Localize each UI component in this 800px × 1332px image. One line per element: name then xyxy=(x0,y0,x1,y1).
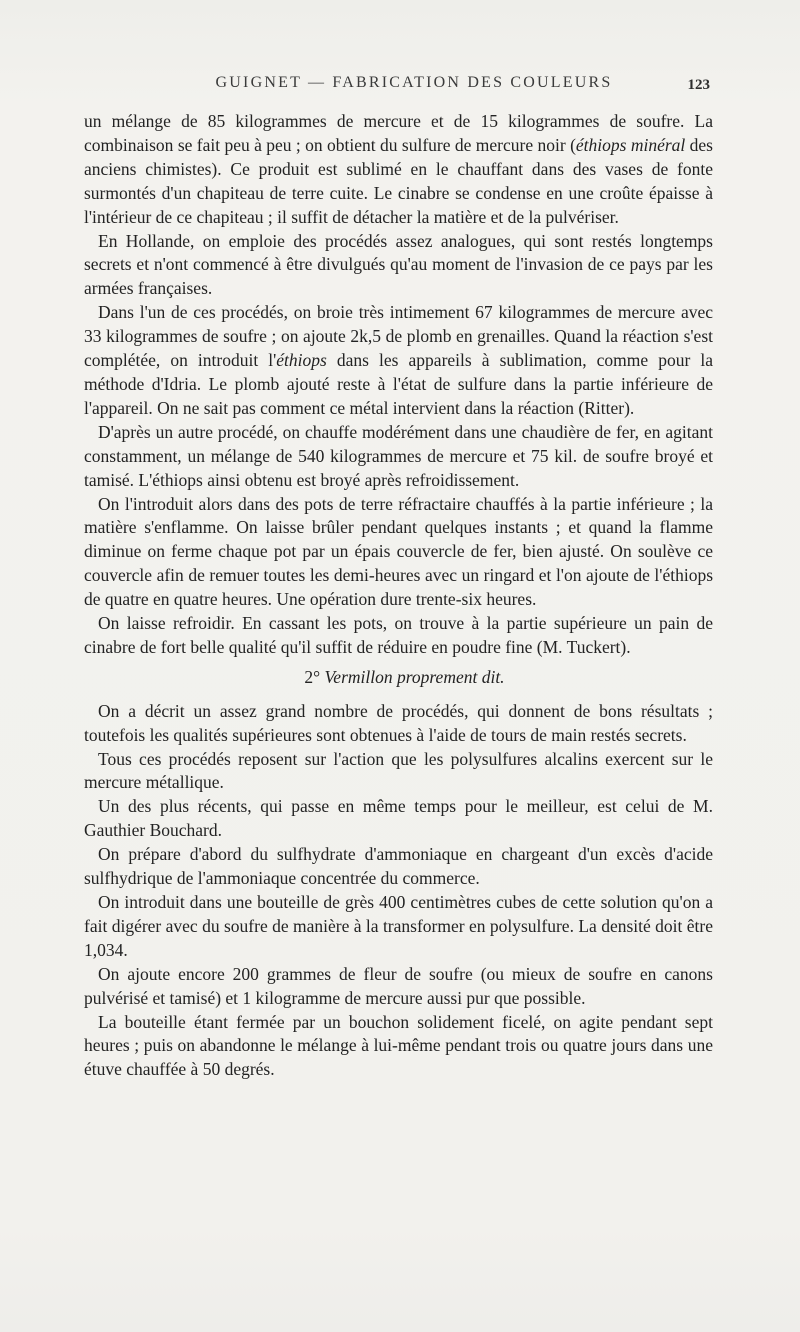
paragraph-text: un mélange de 85 kilogrammes de mercure et de 15 kilogrammes de soufre. La combinaison se fait peu à peu ; on obtient du sulfure de mercure noir ( xyxy=(84,111,713,155)
paragraph-text: On a décrit un assez grand nombre de procédés, qui donnent de bons résultats ; toutefois les qualités supérieures sont obtenues à l'aide de tours de main restés secrets. xyxy=(84,700,713,745)
paragraph-text: On laisse refroidir. En cassant les pots, on trouve à la partie supérieure un pain de cinabre de fort belle qualité qu'il suffit de réduire en poudre fine (M. Tuckert). xyxy=(84,613,713,657)
paragraph xyxy=(84,963,713,1011)
paragraph-text: Un des plus récents, qui passe en même temps pour le meilleur, est celui de M. Gauthier Bouchard. xyxy=(84,796,713,841)
section-title: Vermillon proprement dit. xyxy=(324,666,505,687)
paragraph-text: On introduit dans une bouteille de grès 400 centimètres cubes de cette solution qu'on a fait digérer avec du soufre de manière à la transformer en polysulfure. La densité doit être 1,034. xyxy=(84,892,713,960)
paragraph-text: dans les appareils à sublimation, comme pour la méthode d'Idria. Le plomb ajouté reste à l'état de sulfure dans la partie inférieure de l'appareil. On ne sait pas comment ce métal intervient dans la réaction (Ritter). xyxy=(84,350,713,418)
paragraph xyxy=(84,110,713,230)
paragraphs-after-section xyxy=(84,700,713,1083)
paragraph xyxy=(84,748,713,796)
paragraph xyxy=(84,493,713,613)
paragraph-text: On l'introduit alors dans des pots de terre réfractaire chauffés à la partie inférieure ; la matière s'enflamme. On laisse brûler pendant quelques instants ; et quand la flamme diminue on ferme chaque pot par un épais couvercle de fer, bien ajusté. On soulève ce couvercle afin de remuer toutes les demi-heures avec un ringard et l'on ajoute de l'éthiops de quatre en quatre heures. Une opération dure trente-six heures. xyxy=(84,493,713,610)
paragraph xyxy=(84,612,713,660)
paragraph-text: La bouteille étant fermée par un bouchon solidement ficelé, on agite pendant sept heures ; puis on abandonne le mélange à lui-même pendant trois ou quatre jours dans une étuve chauffée à 50 degrés. xyxy=(84,1011,713,1080)
paragraph xyxy=(84,795,713,843)
italic-text: éthiops minéral xyxy=(575,134,686,155)
paragraph-text: On prépare d'abord du sulfhydrate d'ammoniaque en chargeant d'un excès d'acide sulfhydrique de l'ammoniaque concentrée du commerce. xyxy=(84,844,713,889)
paragraph-text: En Hollande, on emploie des procédés assez analogues, qui sont restés longtemps secrets et n'ont commencé à être divulgués qu'au moment de l'invasion de ce pays par les armées françaises. xyxy=(84,230,713,299)
paragraph xyxy=(84,301,713,421)
paragraphs-before-section xyxy=(84,110,713,660)
paragraph-text: Tous ces procédés reposent sur l'action que les polysulfures alcalins exercent sur le mercure métallique. xyxy=(84,748,713,793)
paragraph xyxy=(84,843,713,891)
paragraph-text: Dans l'un de ces procédés, on broie très intimement 67 kilogrammes de mercure avec 33 kilogrammes de soufre ; on ajoute 2k,5 de plomb en grenailles. Quand la réaction s'est complétée, on introduit l' xyxy=(84,302,713,371)
italic-text: éthiops xyxy=(276,350,327,371)
paragraph xyxy=(84,230,713,302)
paragraph xyxy=(84,421,713,493)
paragraph-text: On ajoute encore 200 grammes de fleur de soufre (ou mieux de soufre en canons pulvérisé et tamisé) et 1 kilogramme de mercure aussi pur que possible. xyxy=(84,963,713,1008)
paragraph-text: des anciens chimistes). Ce produit est sublimé en le chauffant dans des vases de fonte surmontés d'un chapiteau de terre cuite. Le cinabre se condense en une croûte épaisse à l'intérieur de ce chapiteau ; il suffit de détacher la matière et de la pulvériser. xyxy=(84,134,713,227)
running-head xyxy=(162,74,710,100)
paragraph xyxy=(84,700,713,748)
section-heading xyxy=(84,666,713,690)
page-number: 123 xyxy=(687,77,710,93)
paragraph xyxy=(84,891,713,963)
section-number: 2° xyxy=(304,666,321,687)
body-text xyxy=(84,110,713,1082)
running-head-title: GUIGNET — FABRICATION DES COULEURS xyxy=(215,74,613,91)
paragraph-text: D'après un autre procédé, on chauffe modérément dans une chaudière de fer, en agitant constamment, un mélange de 540 kilogrammes de mercure et 75 kil. de soufre broyé et tamisé. L'éthiops ainsi obtenu est broyé après refroidissement. xyxy=(84,421,713,490)
paragraph xyxy=(84,1011,713,1083)
